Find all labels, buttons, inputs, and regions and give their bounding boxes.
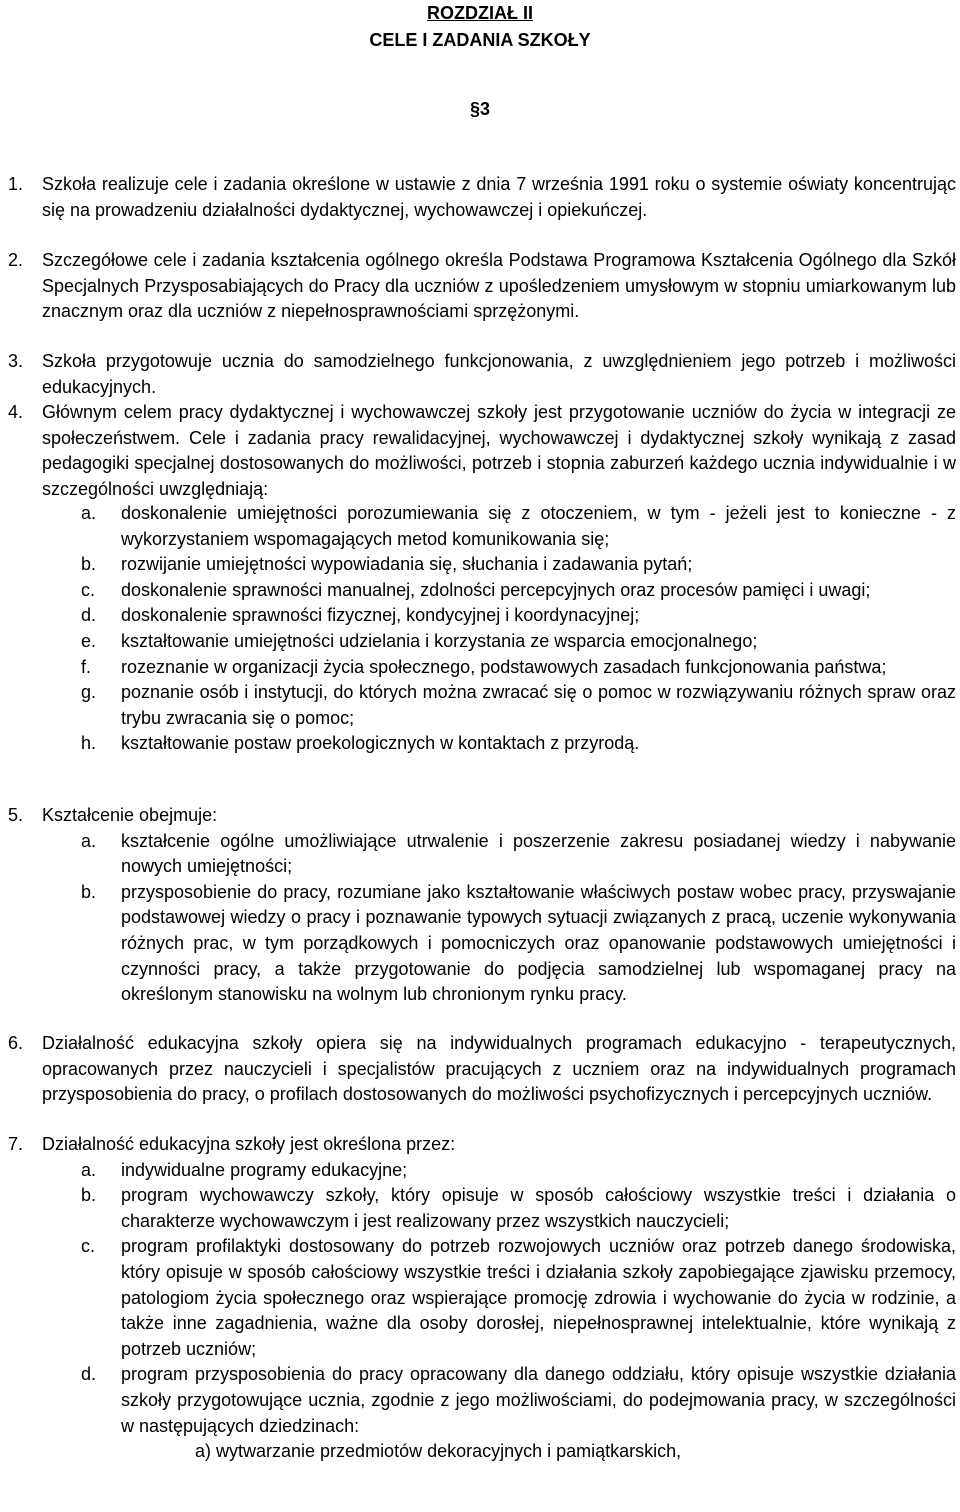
section-heading [0,97,960,123]
section-symbol: § [469,99,480,119]
sub-item-letter: d. [81,1364,97,1385]
sub-item-letter: a. [81,1159,97,1180]
sub-item-letter: a. [81,503,97,523]
sub-item [0,880,960,1008]
sub-item-letter: c. [81,579,96,600]
item-number: 7. [8,1134,24,1154]
sub-item-text: doskonalenie sprawności manualnej, zdolności percepcyjnych oraz procesów pamięci i uwagi; [121,579,871,600]
sub-item [0,731,960,757]
sub-sub-item [0,1439,960,1465]
sub-item [0,603,960,629]
item-number: 4. [8,402,24,422]
chapter-title: CELE I ZADANIA SZKOŁY [369,30,591,50]
sub-item-text: program wychowawczy szkoły, który opisuje w sposób całościowy wszystkie treści i działania o charakterze wychowawczym i jest realizowany przez wszystkich nauczycieli; [121,1185,956,1231]
item-number: 5. [8,805,24,825]
sub-sub-item-text: a) wytwarzanie przedmiotów dekoracyjnych i pamiątkarskich, [195,1441,682,1462]
sub-item [0,1362,960,1439]
chapter-heading [0,0,960,54]
list-item [0,349,960,400]
sub-item-letter: f. [81,656,92,677]
sub-item-letter: a. [81,830,97,851]
item-number: 3. [8,351,24,371]
chapter-number: ROZDZIAŁ II [427,3,533,23]
list-item [0,248,960,325]
sub-item-text: kształcenie ogólne umożliwiające utrwalenie i poszerzenie zakresu posiadanej wiedzy i nabywanie nowych umiejętności; [121,830,956,877]
item-text: Działalność edukacyjna szkoły jest określona przez: [42,1134,456,1154]
sub-item-letter: d. [81,605,97,626]
item-text: Działalność edukacyjna szkoły opiera się na indywidualnych programach edukacyjno - terapeutycznych, opracowanych przez nauczycieli i specjalistów pracujących z uczniem oraz na indywidualnych programach przysposobienia do pracy, o profilach dostosowanych do możliwości psychofizycznych i percepcyjnych uczniów. [42,1033,956,1105]
item-text: Szkoła przygotowuje ucznia do samodzielnego funkcjonowania, z uwzględnieniem jego potrzeb i możliwości edukacyjnych. [42,351,956,397]
sub-item-text: rozeznanie w organizacji życia społecznego, podstawowych zasadach funkcjonowania państwa; [121,656,887,677]
item-text: Głównym celem pracy dydaktycznej i wychowawczej szkoły jest przygotowanie uczniów do życia w integracji ze społeczeństwem. Cele i zadania pracy rewalidacyjnej, wychowawczej i dydaktycznej szkoły wynikają z zasad pedagogiki specjalnej dostosowanych do możliwości, potrzeb i stopnia zaburzeń każdego ucznia indywidualnie i w szczególności uwzględniają: [42,402,956,499]
sub-item-text: rozwijanie umiejętności wypowiadania się, słuchania i zadawania pytań; [121,554,693,575]
list-item [0,803,960,1008]
list-item [0,1132,960,1465]
sub-item [0,1183,960,1234]
item-number: 1. [8,174,24,194]
sub-item [0,1234,960,1362]
sub-item-text: kształtowanie umiejętności udzielania i korzystania ze wsparcia emocjonalnego; [121,630,758,651]
sub-item [0,552,960,578]
sub-item-letter: b. [81,554,97,575]
sub-item-letter: e. [81,630,97,651]
sub-item [0,629,960,655]
sub-item [0,501,960,552]
sub-item-letter: b. [81,1185,97,1206]
list-item [0,400,960,502]
sub-item-letter: b. [81,881,97,902]
sub-item [0,829,960,880]
sub-item-text: program przysposobienia do pracy opracowany dla danego oddziału, który opisuje wszystkie działania szkoły przygotowujące ucznia, zgodnie z jego możliwościami, do podejmowania pracy, w szczególności w następujących dziedzinach: [121,1364,956,1436]
sub-item-text: doskonalenie sprawności fizycznej, kondycyjnej i koordynacyjnej; [121,605,640,626]
sub-item-letter: h. [81,733,97,754]
sub-item-text: program profilaktyki dostosowany do potrzeb rozwojowych uczniów oraz potrzeb danego środowiska, który opisuje w sposób całościowy wszystkie treści i działania szkoły zapobiegające zjawisku przemocy, patologiom życia społecznego oraz wspierające promocję zdrowia i wychowanie do życia w rodzinie, a także inne zagadnienia, ważne dla osoby dorosłej, niepełnosprawnej intelektualnie, które wynikają z potrzeb uczniów; [121,1236,956,1359]
sub-item [0,655,960,681]
sub-item [0,1158,960,1184]
item-number: 2. [8,250,24,270]
sub-item-text: poznanie osób i instytucji, do których można zwracać się o pomoc w rozwiązywaniu różnych spraw oraz trybu zwracania się o pomoc; [121,682,956,728]
item-number: 6. [8,1033,24,1053]
sub-item-text: doskonalenie umiejętności porozumiewania się z otoczeniem, w tym - jeżeli jest to konieczne - z wykorzystaniem wspomagających metod komunikowania się; [121,503,956,549]
sub-item-letter: g. [81,682,97,703]
section-number: 3 [480,99,491,119]
sub-item-text: przysposobienie do pracy, rozumiane jako kształtowanie właściwych postaw wobec pracy, przyswajanie podstawowej wiedzy o pracy i poznawanie typowych sytuacji związanych z pracą, uczenie wykonywania różnych prac, w tym porządkowych i pomocniczych oraz opanowanie podstawowych umiejętności i czynności pracy, a także przygotowanie do podjęcia samodzielnej lub wspomaganej pracy na określonym stanowisku na wolnym lub chronionym rynku pracy. [121,881,956,1005]
item-text: Szczegółowe cele i zadania kształcenia ogólnego określa Podstawa Programowa Kształcenia Ogólnego dla Szkół Specjalnych Przysposabiających do Pracy dla uczniów z upośledzeniem umysłowym w stopniu umiarkowanym lub znacznym oraz dla uczniów z niepełnosprawnościami sprzężonymi. [42,250,956,322]
sub-item-text: indywidualne programy edukacyjne; [121,1159,408,1180]
sub-item-text: kształtowanie postaw proekologicznych w kontaktach z przyrodą. [121,733,640,754]
list-item [0,172,960,223]
sub-item [0,680,960,731]
item-text: Szkoła realizuje cele i zadania określone w ustawie z dnia 7 września 1991 roku o systemie oświaty koncentrując się na prowadzeniu działalności dydaktycznej, wychowawczej i opiekuńczej. [42,174,956,220]
sub-list [0,501,960,757]
list-item [0,1031,960,1108]
sub-item [0,578,960,604]
item-text: Kształcenie obejmuje: [42,805,218,825]
sub-item-letter: c. [81,1236,96,1257]
